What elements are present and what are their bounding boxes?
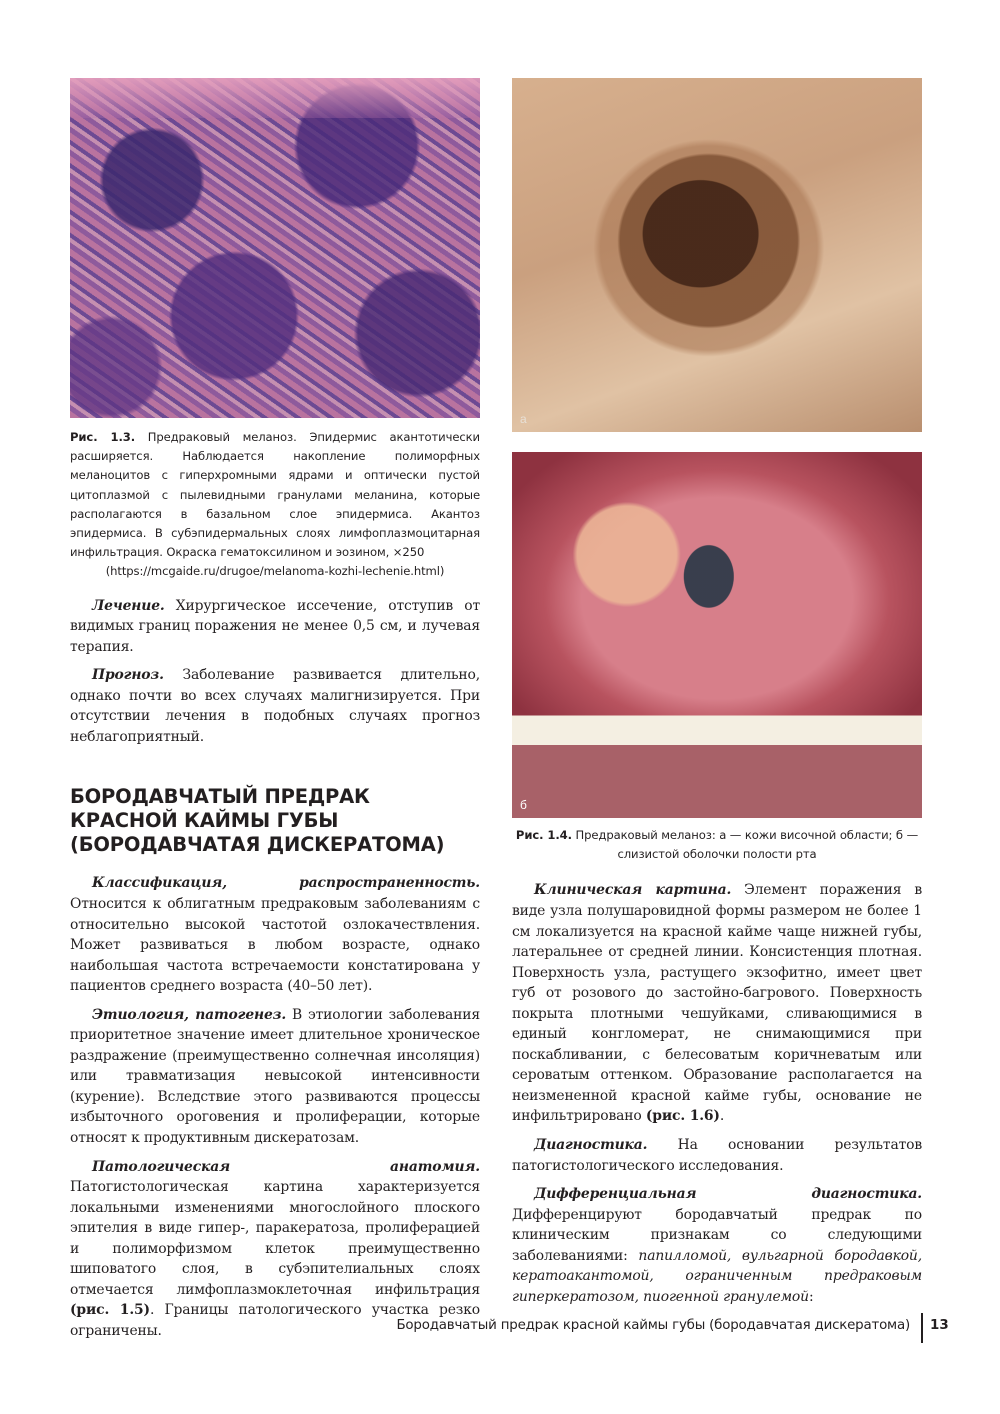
prognosis-key: Прогноз. (92, 667, 164, 684)
prognosis-text: Заболевание развивается длительно, однако почти во всех случаях малигнизируется. При отсутствии лечения в подобных случаях прогноз неблагоприятный. (70, 667, 480, 745)
differential-text: Дифференцируют бородавчатый предрак по клиническим признакам со следующими заболеваниями: (512, 1206, 922, 1264)
classification-text: Относится к облигатным предраковым заболеваниям с относительно высокой частотой озлокачествления. Может развиваться в любом возрасте, однако наибольшая частота встречаемости констатирована у пациентов среднего возраста (40–50 лет). (70, 896, 480, 995)
pathology-text: Патогистологическая картина характеризуется локальными изменениями многослойного плоского эпителия в виде гипер-, паракератоза, пролиферацией и полиморфизмом клеток преимущественно шиповатого слоя, в субэпителиальных слоях отмечается лимфоплазмоклеточная инфильтрация (70, 1179, 480, 1298)
clinical-text: Элемент поражения в виде узла полушаровидной формы размером не более 1 см локализуется на красной кайме чаще нижней губы, латеральнее от средней линии. Консистенция плотная. Поверхность узла, растущего экзофитно, имеет цвет губ от розового до застойно-багрового. Поверхность покрыта плотными чешуйками, сливающимися в единый конгломерат, не снимающимися при поскабливании, с белесоватым коричневатым или сероватым оттенком. Образование располагается на неизмененной красной кайме губы, основание не инфильтрировано (512, 882, 922, 1125)
etiology-key: Этиология, патогенез. (92, 1006, 287, 1023)
footer-divider (921, 1313, 923, 1343)
classification-key: Классификация, распространенность. (92, 875, 480, 892)
paragraph-diagnostics (512, 1135, 922, 1176)
differential-list: папилломой, вульгарной бородавкой, кератоакантомой, ограниченным предраковым гиперкератозом, пиогенной гранулемой (512, 1247, 922, 1305)
etiology-text: В этиологии заболевания приоритетное значение имеет длительное хроническое раздражение (преимущественно солнечная инсоляция) или травматизация невысокой интенсивности (курение). Вследствие этого развиваются процессы избыточного ороговения и пролиферации, которые относят к продуктивным дискератозам. (70, 1006, 480, 1147)
figure-ref-1-6: (рис. 1.6) (645, 1108, 720, 1125)
differential-end: : (808, 1288, 814, 1305)
figure-1-3-caption (70, 428, 480, 582)
paragraph-treatment (70, 596, 480, 658)
left-column (70, 78, 480, 1341)
clinical-key: Клиническая картина. (534, 882, 732, 899)
histology-photo (70, 78, 480, 418)
paragraph-differential (512, 1184, 922, 1307)
figure-1-4-text: Предраковый меланоз: а — кожи височной области; б — слизистой оболочки полости рта (571, 828, 919, 862)
treatment-key: Лечение. (92, 597, 165, 614)
page-footer (0, 1313, 1000, 1343)
paragraph-classification (70, 873, 480, 996)
clinical-text-end: . (719, 1108, 725, 1125)
diagnostics-key: Диагностика. (534, 1136, 648, 1153)
photo-a-label: а (520, 412, 527, 426)
figure-1-3-label: Рис. 1.3. (70, 430, 136, 444)
diagnostics-text: На основании результатов патогистологического исследования. (512, 1136, 922, 1174)
figure-1-4-caption (512, 826, 922, 864)
figure-1-4-label: Рис. 1.4. (515, 828, 572, 842)
right-column (512, 78, 922, 1307)
oral-mucosa-photo (512, 452, 922, 818)
treatment-text: Хирургическое иссечение, отступив от видимых границ поражения не менее 0,5 см, и лучевая терапия. (70, 597, 480, 655)
temporal-skin-photo (512, 78, 922, 432)
photo-b-label: б (520, 798, 527, 812)
pathology-key: Патологическая анатомия. (92, 1158, 480, 1175)
figure-ref-1-5: (рис. 1.5) (70, 1302, 150, 1319)
figure-1-3-source: (https://mcgaide.ru/drugoe/melanoma-kozhi-lechenie.html) (105, 564, 445, 579)
differential-key: Дифференциальная диагностика. (534, 1186, 922, 1203)
running-title: Бородавчатый предрак красной каймы губы (бородавчатая дискератома) (396, 1318, 910, 1333)
paragraph-clinical (512, 880, 922, 1127)
pathology-text-end: . Границы патологического участка резко ограничены. (70, 1302, 480, 1339)
section-heading: БОРОДАВЧАТЫЙ ПРЕДРАК КРАСНОЙ КАЙМЫ ГУБЫ (БОРОДАВЧАТАЯ ДИСКЕРАТОМА) (70, 785, 445, 857)
paragraph-prognosis (70, 665, 480, 747)
figure-1-3-text: Предраковый меланоз. Эпидермис акантотически расширяется. Наблюдается накопление полиморфных меланоцитов с гиперхромными ядрами и оптически пустой цитоплазмой с пылевидными гранулами меланина, которые располагаются в базальном слое эпидермиса. Акантоз эпидермиса. В субэпидермальных слоях лимфоплазмоцитарная инфильтрация. Окраска гематоксилином и эозином, ×250 (70, 430, 480, 560)
paragraph-etiology (70, 1005, 480, 1149)
page-number: 13 (930, 1318, 949, 1333)
